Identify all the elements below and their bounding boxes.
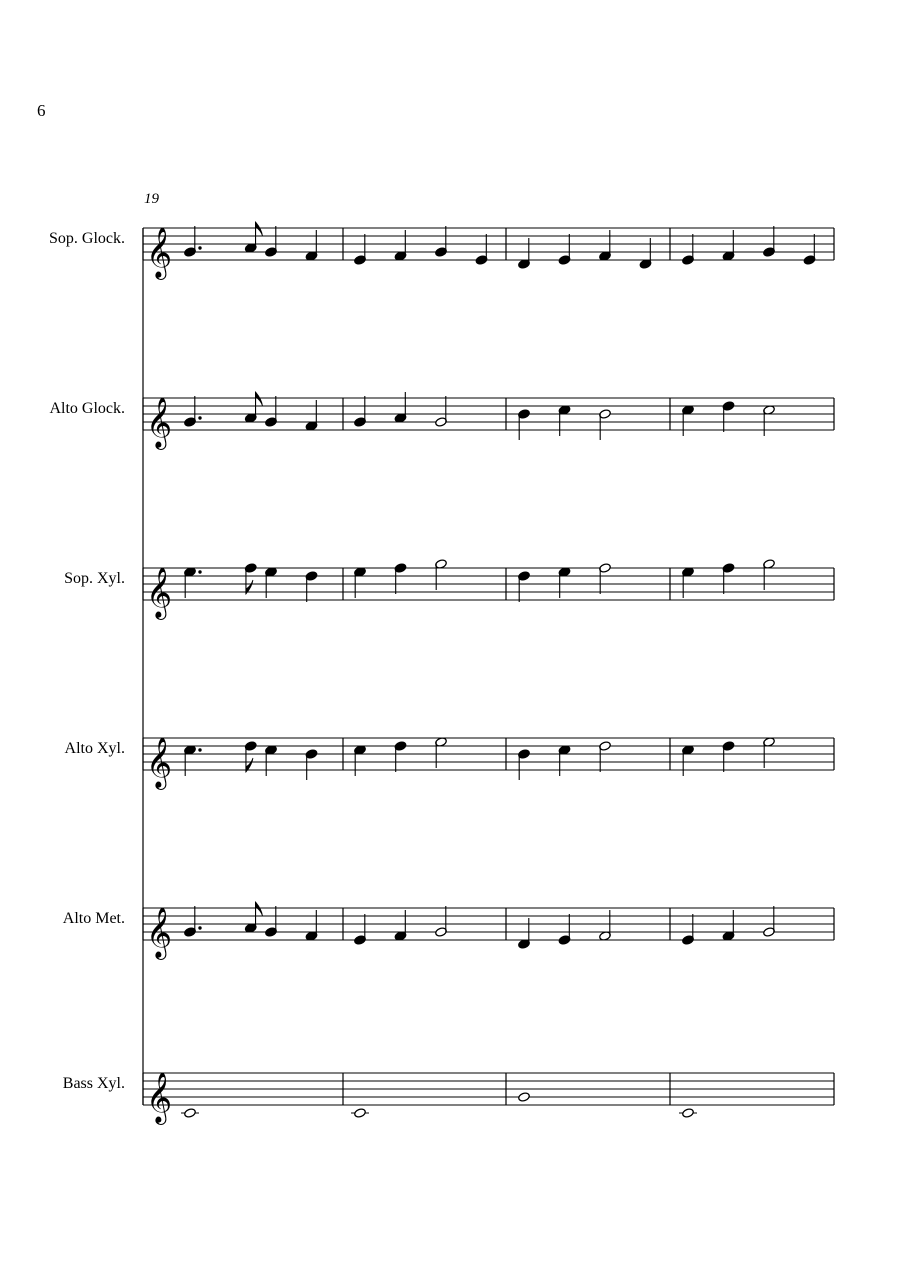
note-head — [354, 1108, 367, 1118]
note-head — [682, 1108, 695, 1118]
augmentation-dot — [198, 246, 201, 249]
page-number: 6 — [37, 101, 46, 120]
augmentation-dot — [198, 748, 201, 751]
treble-clef-icon: 𝄞 — [146, 227, 173, 278]
note-head — [518, 1092, 531, 1102]
eighth-flag — [256, 902, 263, 916]
eighth-flag — [256, 392, 263, 406]
augmentation-dot — [198, 416, 201, 419]
eighth-flag — [256, 222, 263, 236]
note-head — [184, 1108, 197, 1118]
treble-clef-icon: 𝄞 — [146, 1072, 173, 1123]
treble-clef-icon: 𝄞 — [146, 397, 173, 448]
treble-clef-icon: 𝄞 — [146, 737, 173, 788]
treble-clef-icon: 𝄞 — [146, 567, 173, 618]
instrument-label-sop-xyl: Sop. Xyl. — [64, 570, 125, 587]
measure-number: 19 — [144, 191, 159, 207]
augmentation-dot — [198, 926, 201, 929]
instrument-label-alto-glock: Alto Glock. — [49, 400, 125, 417]
instrument-label-sop-glock: Sop. Glock. — [49, 230, 125, 247]
instrument-label-alto-xyl: Alto Xyl. — [64, 740, 125, 757]
instrument-label-bass-xyl: Bass Xyl. — [62, 1075, 125, 1092]
instrument-label-alto-met: Alto Met. — [62, 910, 125, 927]
treble-clef-icon: 𝄞 — [146, 907, 173, 958]
augmentation-dot — [198, 570, 201, 573]
